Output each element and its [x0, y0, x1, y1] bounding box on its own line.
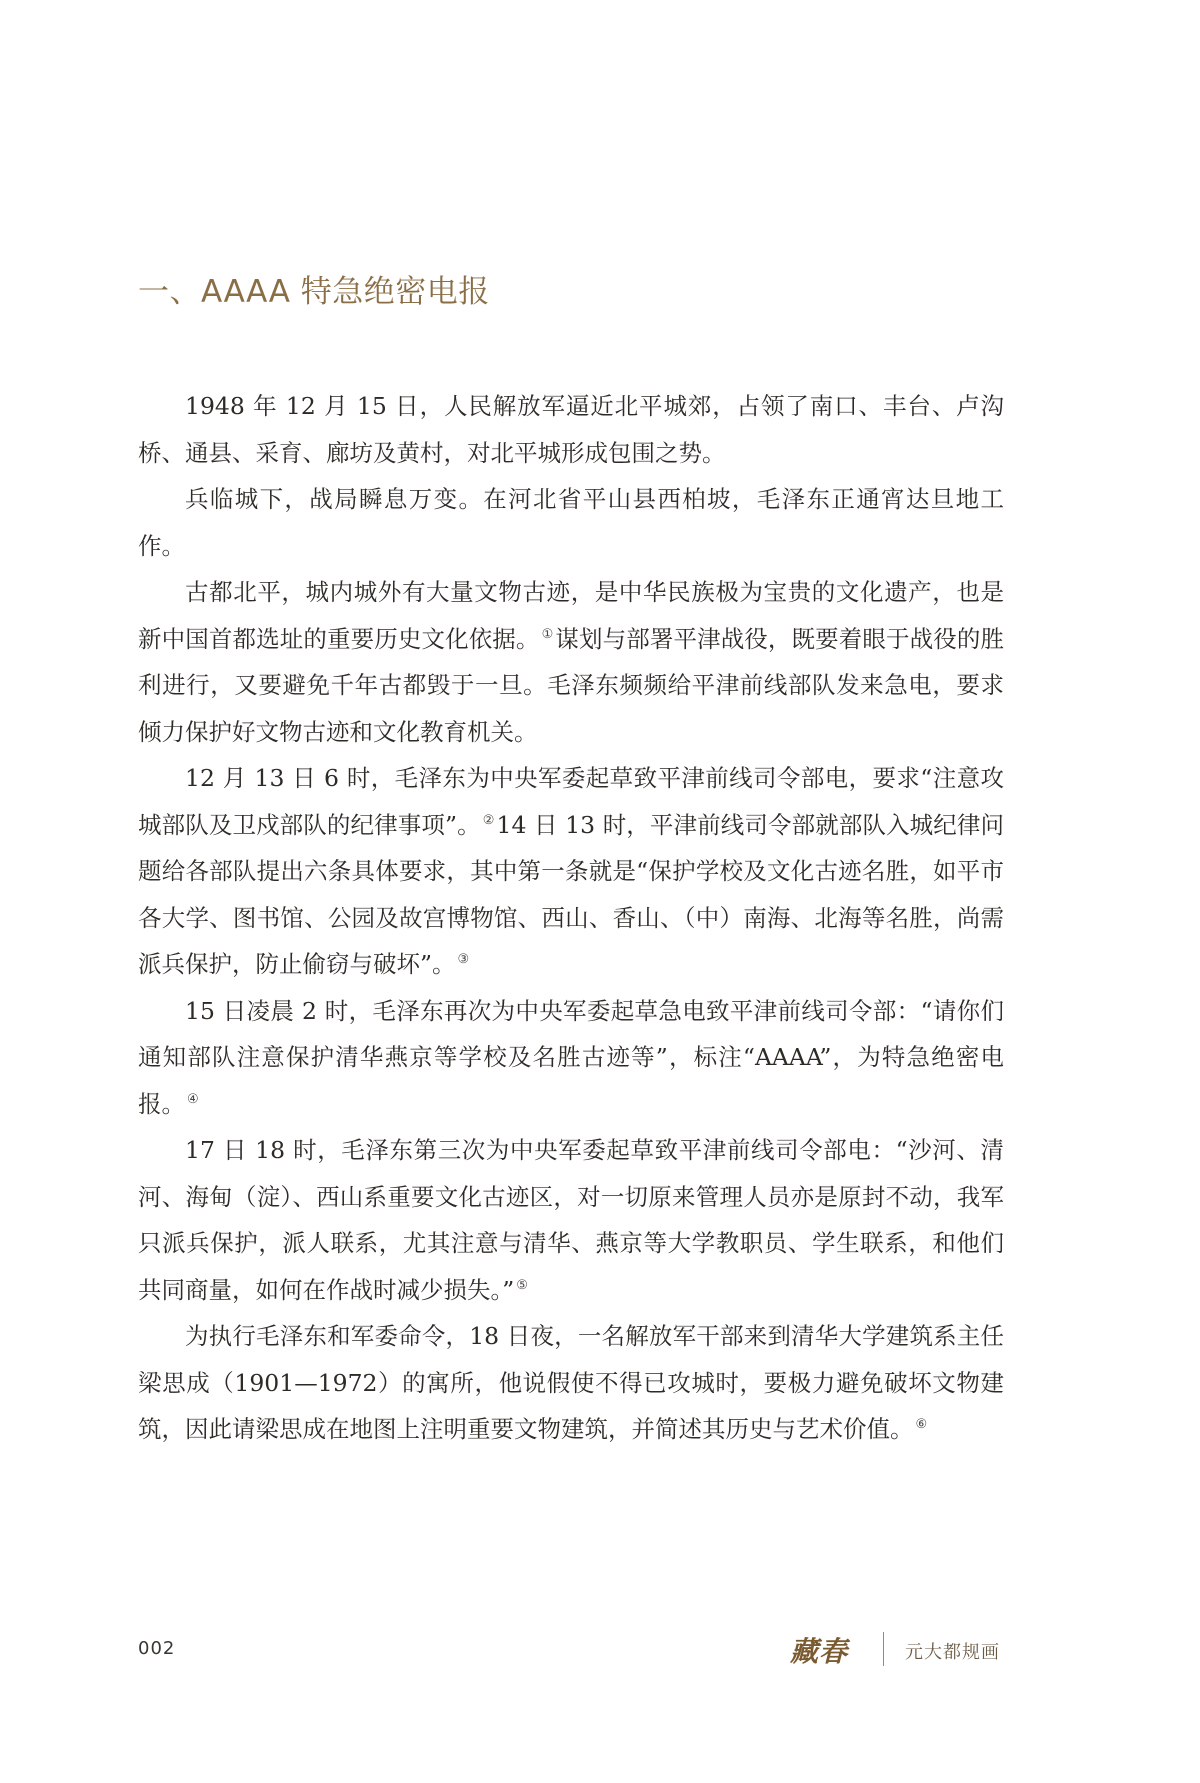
- paragraph: [138, 383, 1004, 476]
- paragraph-text: 15 日凌晨 2 时，毛泽东再次为中央军委起草急电致平津前线司令部：“请你们通知部队注意保护清华燕京等学校及名胜古迹等”，标注“AAAA”，为特急绝密电报。: [138, 996, 1004, 1118]
- footnote-marker: ⑥: [915, 1417, 928, 1433]
- brand-logo: 藏春: [790, 1635, 849, 1668]
- paragraph-text: 兵临城下，战局瞬息万变。在河北省平山县西柏坡，毛泽东正通宵达旦地工作。: [138, 485, 1004, 560]
- paragraph-text: 12 月 13 日 6 时，毛泽东为中央军委起草致平津前线司令部电，要求“注意攻城部队及卫戍部队的纪律事项”。: [138, 764, 1004, 839]
- body-text: [138, 383, 1004, 1453]
- paragraph: [138, 755, 1004, 988]
- paragraph: [138, 1127, 1004, 1313]
- footer-divider: [883, 1632, 884, 1666]
- paragraph: [138, 988, 1004, 1128]
- paragraph-text: 14 日 13 时，平津前线司令部就部队入城纪律问题给各部队提出六条具体要求，其中第一条就是“保护学校及文化古迹名胜，如平市各大学、图书馆、公园及故宫博物馆、西山、香山、（中）南海、北海等名胜，尚需派兵保护，防止偷窃与破坏”。: [138, 810, 1005, 978]
- page-number: 002: [138, 1638, 176, 1659]
- paragraph-text: 古都北平，城内城外有大量文物古迹，是中华民族极为宝贵的文化遗产，也是新中国首都选址的重要历史文化依据。: [138, 578, 1004, 653]
- section-title: 一、AAAA 特急绝密电报: [138, 274, 490, 310]
- paragraph: [138, 569, 1004, 755]
- footnote-marker: ④: [187, 1091, 199, 1107]
- paragraph: [138, 476, 1004, 569]
- footnote-marker: ②: [482, 812, 495, 828]
- footnote-marker: ③: [457, 952, 470, 968]
- paragraph-text: 17 日 18 时，毛泽东第三次为中央军委起草致平津前线司令部电：“沙河、清河、海甸（淀）、西山系重要文化古迹区，对一切原来管理人员亦是原封不动，我军只派兵保护，派人联系，尤其注意与清华、燕京等大学教职员、学生联系，和他们共同商量，如何在作战时减少损失。”: [138, 1136, 1004, 1304]
- paragraph-text: 谋划与部署平津战役，既要着眼于战役的胜利进行，又要避免千年古都毁于一旦。毛泽东频频给平津前线部队发来急电，要求倾力保护好文物古迹和文化教育机关。: [138, 624, 1005, 746]
- paragraph: [138, 1313, 1004, 1453]
- paragraph-text: 1948 年 12 月 15 日，人民解放军逼近北平城郊，占领了南口、丰台、卢沟桥、通县、采育、廊坊及黄村，对北平城形成包围之势。: [138, 392, 1004, 467]
- footnote-marker: ⑤: [516, 1277, 528, 1293]
- footnote-marker: ①: [541, 626, 554, 642]
- page-footer: [0, 1632, 1200, 1672]
- paragraph-text: 为执行毛泽东和军委命令，18 日夜，一名解放军干部来到清华大学建筑系主任梁思成（1901—1972）的寓所，他说假使不得已攻城时，要极力避免破坏文物建筑，因此请梁思成在地图上注明重要文物建筑，并简述其历史与艺术价值。: [138, 1322, 1004, 1443]
- running-title: 元大都规画: [905, 1642, 1000, 1663]
